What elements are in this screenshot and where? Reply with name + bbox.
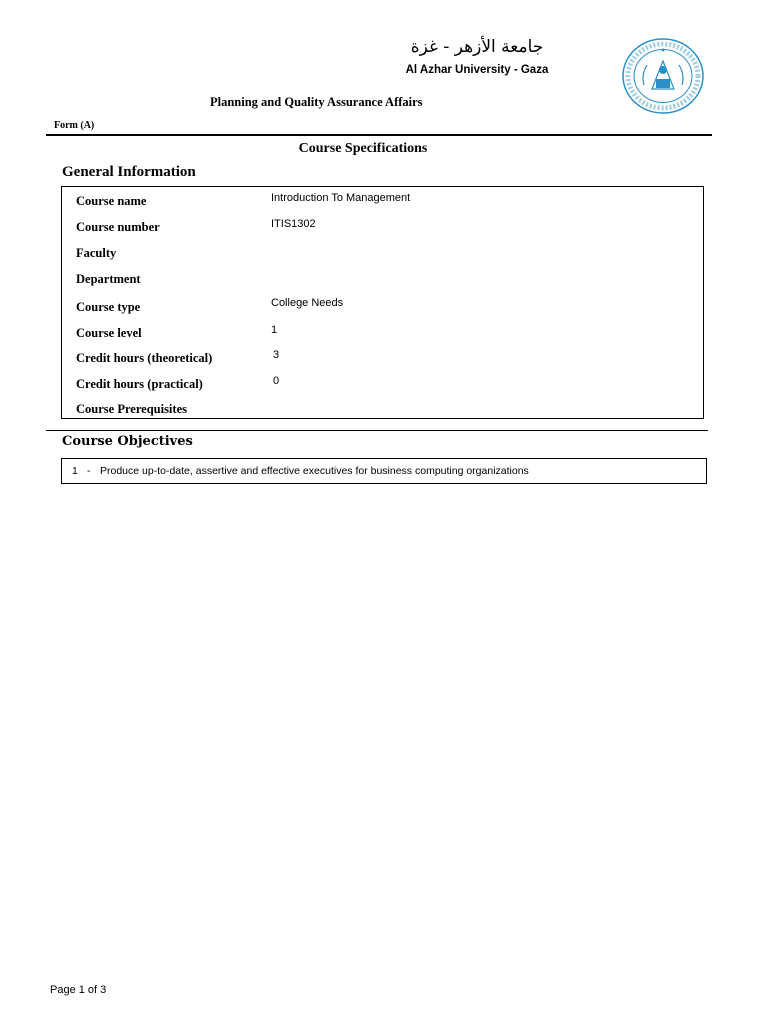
objective-text: Produce up-to-date, assertive and effective executives for business computing organizations (100, 465, 529, 477)
course-type-value: College Needs (271, 297, 344, 309)
course-name-value: Introduction To Management (271, 192, 411, 204)
university-arabic-name: جامعة الأزهر - غزة (410, 37, 544, 57)
page-number: Page 1 of 3 (50, 984, 107, 996)
course-type-label: Course type (76, 300, 141, 314)
objective-separator: - (87, 465, 91, 477)
faculty-label: Faculty (76, 246, 117, 260)
course-number-value: ITIS1302 (271, 218, 316, 230)
objective-number: 1 (72, 465, 78, 477)
section-divider (46, 430, 708, 431)
course-level-label: Course level (76, 326, 142, 340)
course-objectives-heading: Course Objectives (62, 434, 193, 449)
course-level-value: 1 (271, 324, 278, 336)
university-latin-name: Al Azhar University - Gaza (405, 64, 549, 76)
department-label: Department (76, 272, 141, 286)
university-seal-logo (621, 37, 705, 115)
document-title: Course Specifications (298, 141, 428, 156)
course-name-label: Course name (76, 194, 147, 208)
credit-hours-theoretical-value: 3 (273, 349, 280, 361)
header-divider (46, 134, 712, 136)
course-prerequisites-label: Course Prerequisites (76, 402, 187, 416)
department-title: Planning and Quality Assurance Affairs (210, 95, 423, 109)
credit-hours-theoretical-label: Credit hours (theoretical) (76, 351, 213, 365)
course-objectives-table (61, 458, 707, 484)
form-label: Form (A) (54, 120, 95, 131)
general-information-table (61, 186, 704, 419)
credit-hours-practical-label: Credit hours (practical) (76, 377, 203, 391)
course-number-label: Course number (76, 220, 160, 234)
general-information-heading: General Information (62, 164, 196, 180)
credit-hours-practical-value: 0 (273, 375, 280, 387)
